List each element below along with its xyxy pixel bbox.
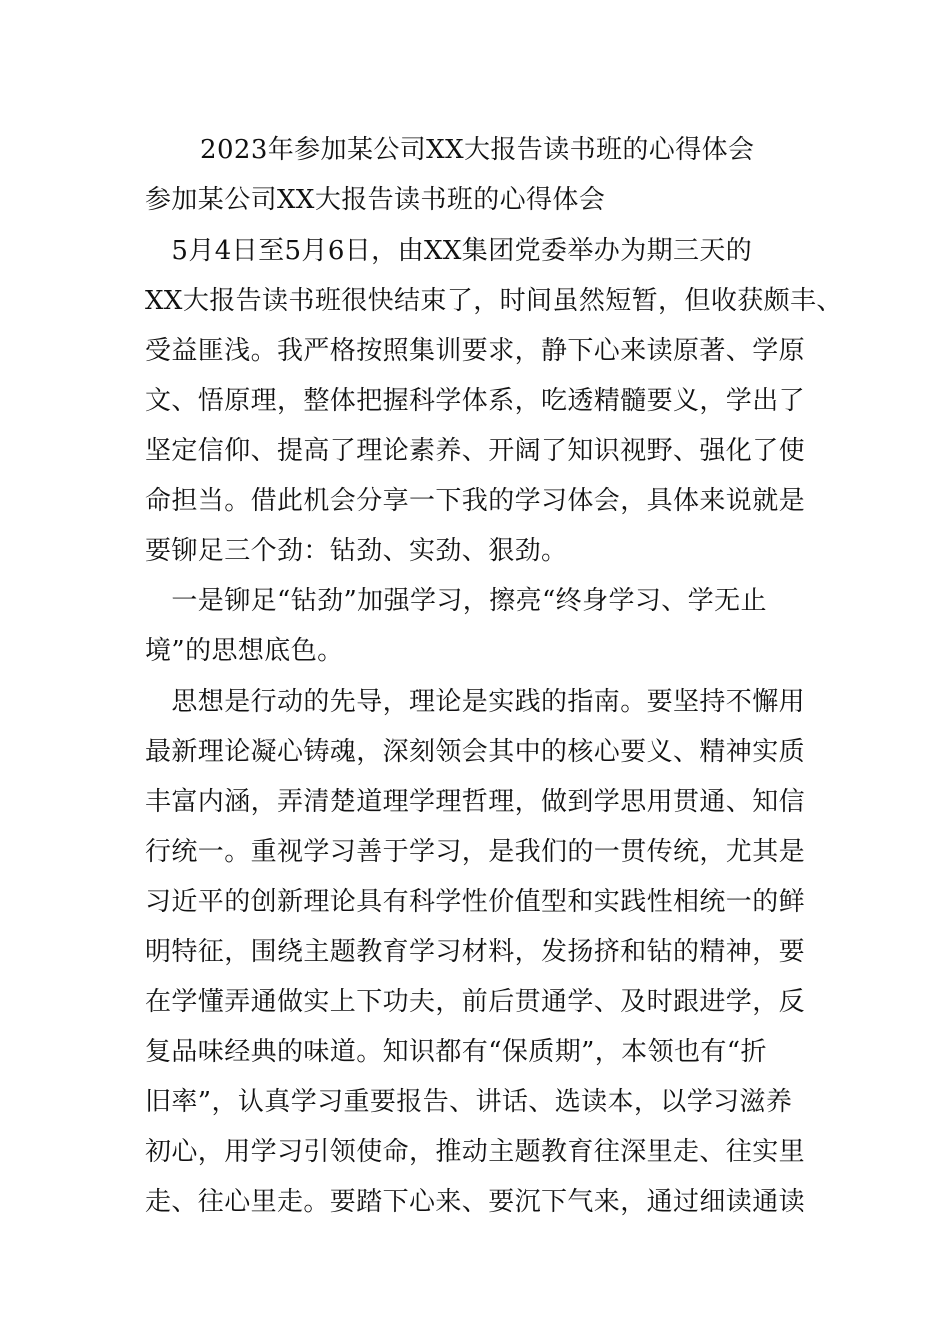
paragraph-3-line-11: 走、往心里走。要踏下心来、要沉下气来，通过细读通读 bbox=[145, 1187, 806, 1217]
document-title: 2023年参加某公司XX大报告读书班的心得体会 bbox=[200, 135, 755, 165]
paragraph-1-line-5: 坚定信仰、提高了理论素养、开阔了知识视野、强化了使 bbox=[145, 436, 806, 466]
paragraph-2-line-1: 一是铆足“钻劲”加强学习，擦亮“终身学习、学无止 bbox=[145, 586, 767, 616]
paragraph-3-line-5: 习近平的创新理论具有科学性价值型和实践性相统一的鲜 bbox=[145, 887, 806, 917]
paragraph-1-line-3: 受益匪浅。我严格按照集训要求，静下心来读原著、学原 bbox=[145, 336, 806, 366]
paragraph-2-line-2: 境”的思想底色。 bbox=[145, 636, 344, 666]
paragraph-3-line-10: 初心，用学习引领使命，推动主题教育往深里走、往实里 bbox=[145, 1137, 806, 1167]
paragraph-3-line-4: 行统一。重视学习善于学习，是我们的一贯传统，尤其是 bbox=[145, 837, 806, 867]
paragraph-3-line-7: 在学懂弄通做实上下功夫，前后贯通学、及时跟进学，反 bbox=[145, 987, 806, 1017]
paragraph-1-line-7: 要铆足三个劲：钻劲、实劲、狠劲。 bbox=[145, 536, 568, 566]
paragraph-3-line-6: 明特征，围绕主题教育学习材料，发扬挤和钻的精神，要 bbox=[145, 937, 806, 967]
paragraph-3-line-3: 丰富内涵，弄清楚道理学理哲理，做到学思用贯通、知信 bbox=[145, 787, 806, 817]
paragraph-1-line-2: XX大报告读书班很快结束了，时间虽然短暂，但收获颇丰、 bbox=[145, 286, 843, 316]
paragraph-3-line-9: 旧率”，认真学习重要报告、讲话、选读本，以学习滋养 bbox=[145, 1087, 793, 1117]
paragraph-3-line-8: 复品味经典的味道。知识都有“保质期”，本领也有“折 bbox=[145, 1037, 767, 1067]
paragraph-1-line-1: 5月4日至5月6日，由XX集团党委举办为期三天的 bbox=[145, 236, 753, 266]
paragraph-3-line-1: 思想是行动的先导，理论是实践的指南。要坚持不懈用 bbox=[145, 687, 806, 717]
paragraph-1-line-6: 命担当。借此机会分享一下我的学习体会，具体来说就是 bbox=[145, 486, 806, 516]
paragraph-3-line-2: 最新理论凝心铸魂，深刻领会其中的核心要义、精神实质 bbox=[145, 737, 806, 767]
document-subtitle: 参加某公司XX大报告读书班的心得体会 bbox=[145, 185, 606, 215]
paragraph-1-line-4: 文、悟原理，整体把握科学体系，吃透精髓要义，学出了 bbox=[145, 386, 806, 416]
